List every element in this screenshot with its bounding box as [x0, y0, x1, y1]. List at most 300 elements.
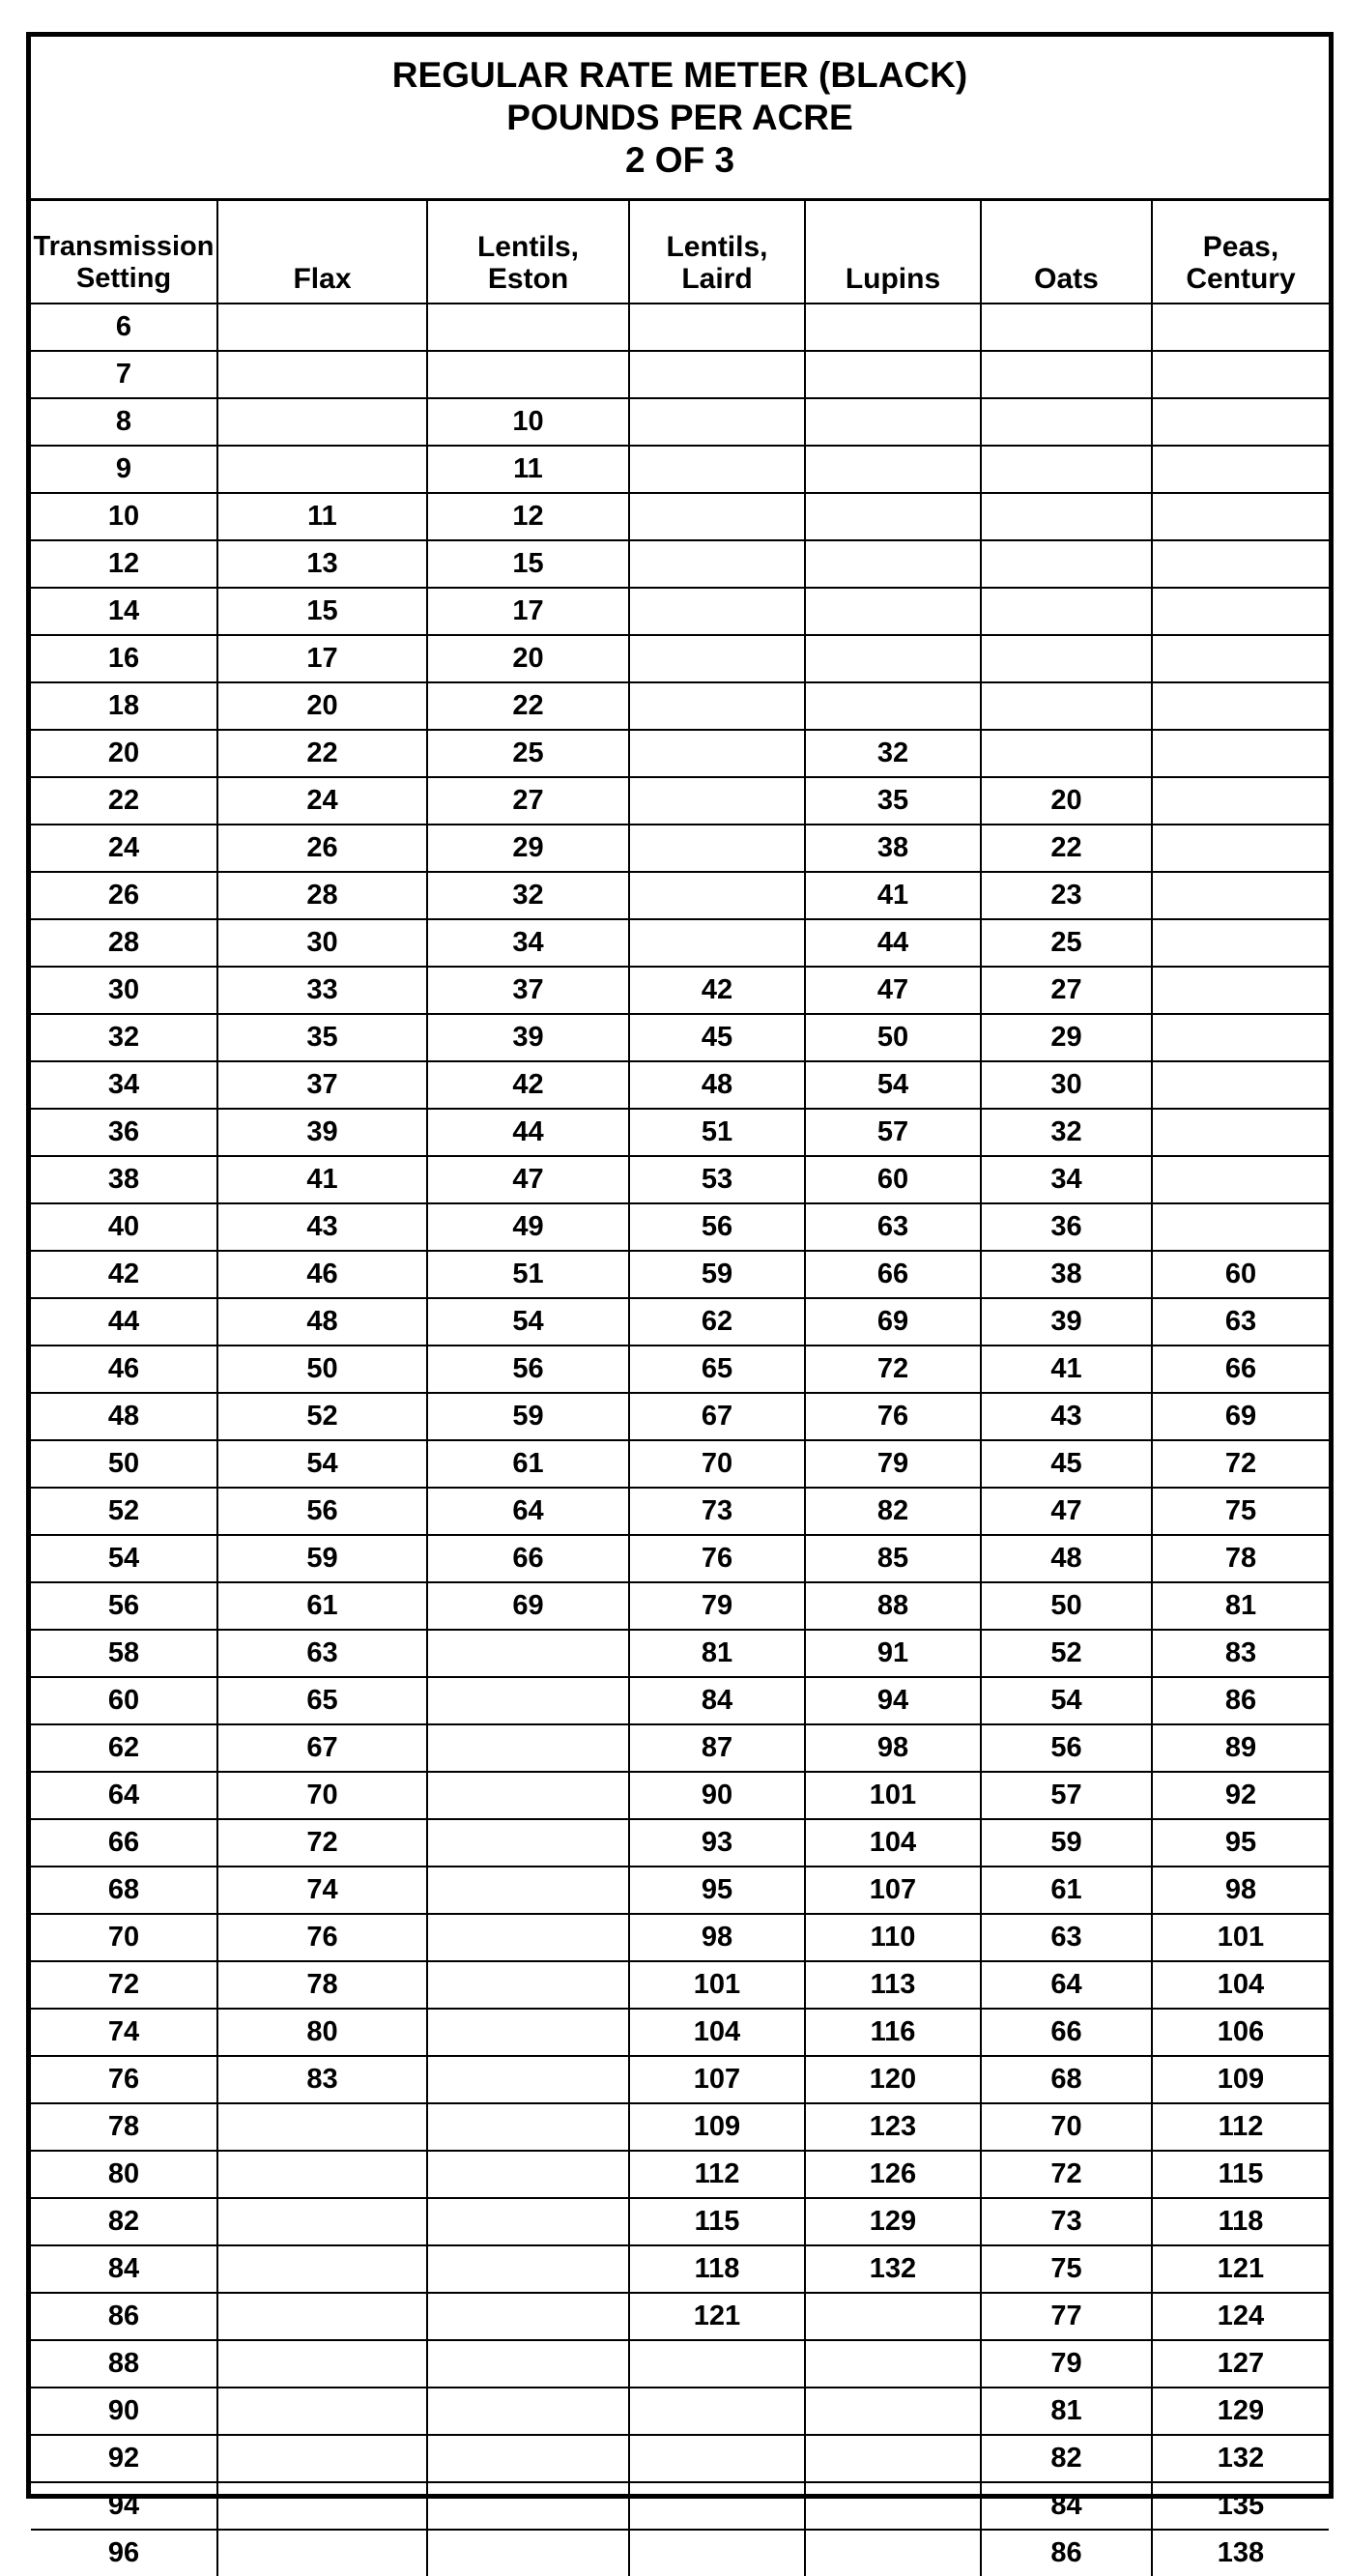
- rate-cell: 28: [217, 872, 427, 919]
- column-header: [981, 201, 1152, 304]
- table-row: [31, 1961, 1329, 2009]
- rate-cell: 59: [217, 1535, 427, 1582]
- rate-cell: 90: [629, 1772, 805, 1819]
- table-row: [31, 2435, 1329, 2482]
- rate-cell: 39: [217, 1109, 427, 1156]
- rate-cell: 29: [981, 1014, 1152, 1061]
- transmission-setting-cell: 10: [31, 493, 217, 540]
- column-header-line: Transmission: [33, 231, 215, 262]
- rate-cell: [805, 588, 981, 635]
- rate-cell: [981, 446, 1152, 493]
- rate-cell: 118: [629, 2245, 805, 2293]
- rate-cell: 61: [217, 1582, 427, 1630]
- column-header: [31, 201, 217, 304]
- rate-cell: [427, 2530, 629, 2576]
- rate-cell: 36: [981, 1203, 1152, 1251]
- transmission-setting-cell: 32: [31, 1014, 217, 1061]
- rate-cell: 11: [217, 493, 427, 540]
- table-row: [31, 2056, 1329, 2103]
- table-row: [31, 2530, 1329, 2576]
- rate-cell: 76: [217, 1914, 427, 1961]
- rate-cell: 110: [805, 1914, 981, 1961]
- rate-cell: [629, 351, 805, 398]
- rate-cell: [805, 2388, 981, 2435]
- rate-cell: 48: [981, 1535, 1152, 1582]
- rate-cell: [1152, 351, 1329, 398]
- rate-cell: 74: [217, 1867, 427, 1914]
- rate-cell: [217, 2103, 427, 2151]
- rate-cell: 26: [217, 825, 427, 872]
- column-header: [805, 201, 981, 304]
- rate-cell: 98: [805, 1724, 981, 1772]
- transmission-setting-cell: 60: [31, 1677, 217, 1724]
- rate-cell: 66: [1152, 1346, 1329, 1393]
- table-row: [31, 2340, 1329, 2388]
- rate-cell: 48: [217, 1298, 427, 1346]
- rate-cell: 59: [427, 1393, 629, 1440]
- table-row: [31, 2293, 1329, 2340]
- rate-cell: [1152, 1156, 1329, 1203]
- rate-cell: 56: [981, 1724, 1152, 1772]
- rate-cell: [805, 351, 981, 398]
- rate-cell: 81: [629, 1630, 805, 1677]
- title-block: [31, 37, 1329, 201]
- rate-cell: [805, 2482, 981, 2530]
- transmission-setting-cell: 74: [31, 2009, 217, 2056]
- rate-cell: 34: [427, 919, 629, 967]
- rate-cell: 47: [427, 1156, 629, 1203]
- column-header-line: Century: [1186, 263, 1296, 295]
- rate-cell: 10: [427, 398, 629, 446]
- transmission-setting-cell: 36: [31, 1109, 217, 1156]
- rate-cell: 83: [217, 2056, 427, 2103]
- rate-cell: [427, 2245, 629, 2293]
- rate-cell: 35: [217, 1014, 427, 1061]
- table-row: [31, 1061, 1329, 1109]
- rate-cell: 54: [805, 1061, 981, 1109]
- rate-cell: [217, 351, 427, 398]
- rate-cell: 138: [1152, 2530, 1329, 2576]
- rate-cell: [1152, 919, 1329, 967]
- rate-cell: [629, 2530, 805, 2576]
- rate-cell: 78: [1152, 1535, 1329, 1582]
- rate-cell: 66: [981, 2009, 1152, 2056]
- column-header-line: Lentils,: [666, 231, 768, 263]
- table-row: [31, 1630, 1329, 1677]
- rate-cell: [427, 2009, 629, 2056]
- title-main: REGULAR RATE METER (BLACK): [391, 54, 968, 95]
- transmission-setting-cell: 12: [31, 540, 217, 588]
- rate-cell: 50: [217, 1346, 427, 1393]
- rate-cell: 79: [805, 1440, 981, 1488]
- rate-cell: 57: [805, 1109, 981, 1156]
- table-row: [31, 398, 1329, 446]
- rate-cell: 46: [217, 1251, 427, 1298]
- table-row: [31, 1677, 1329, 1724]
- rate-cell: 118: [1152, 2198, 1329, 2245]
- rate-cell: 54: [981, 1677, 1152, 1724]
- rate-cell: [981, 682, 1152, 730]
- rate-cell: 27: [981, 967, 1152, 1014]
- rate-cell: [629, 2435, 805, 2482]
- rate-cell: [805, 446, 981, 493]
- rate-cell: 109: [629, 2103, 805, 2151]
- rate-table: [31, 201, 1329, 2576]
- transmission-setting-cell: 92: [31, 2435, 217, 2482]
- rate-cell: 115: [629, 2198, 805, 2245]
- rate-cell: 12: [427, 493, 629, 540]
- rate-cell: 101: [1152, 1914, 1329, 1961]
- transmission-setting-cell: 48: [31, 1393, 217, 1440]
- rate-cell: [1152, 967, 1329, 1014]
- rate-cell: 107: [805, 1867, 981, 1914]
- table-row: [31, 351, 1329, 398]
- transmission-setting-cell: 82: [31, 2198, 217, 2245]
- rate-cell: [217, 2340, 427, 2388]
- column-header-line: Lentils,: [476, 231, 579, 263]
- table-row: [31, 540, 1329, 588]
- table-row: [31, 1772, 1329, 1819]
- transmission-setting-cell: 38: [31, 1156, 217, 1203]
- rate-cell: 77: [981, 2293, 1152, 2340]
- table-row: [31, 1298, 1329, 1346]
- rate-cell: 132: [1152, 2435, 1329, 2482]
- table-row: [31, 588, 1329, 635]
- transmission-setting-cell: 90: [31, 2388, 217, 2435]
- rate-cell: [217, 2198, 427, 2245]
- rate-cell: 39: [427, 1014, 629, 1061]
- rate-cell: [427, 2388, 629, 2435]
- rate-cell: [805, 2340, 981, 2388]
- rate-cell: [805, 304, 981, 351]
- transmission-setting-cell: 88: [31, 2340, 217, 2388]
- rate-cell: 66: [427, 1535, 629, 1582]
- rate-cell: 47: [805, 967, 981, 1014]
- rate-cell: 52: [981, 1630, 1152, 1677]
- rate-cell: 86: [1152, 1677, 1329, 1724]
- header-row: [31, 201, 1329, 304]
- rate-cell: [217, 2388, 427, 2435]
- column-header: [427, 201, 629, 304]
- rate-cell: 72: [217, 1819, 427, 1867]
- column-header-line: Laird: [681, 263, 753, 295]
- rate-cell: 29: [427, 825, 629, 872]
- rate-cell: [217, 304, 427, 351]
- rate-cell: 98: [629, 1914, 805, 1961]
- rate-cell: [427, 2293, 629, 2340]
- rate-cell: 47: [981, 1488, 1152, 1535]
- transmission-setting-cell: 6: [31, 304, 217, 351]
- rate-cell: [217, 2151, 427, 2198]
- rate-cell: 70: [629, 1440, 805, 1488]
- rate-cell: [981, 730, 1152, 777]
- rate-cell: 45: [629, 1014, 805, 1061]
- transmission-setting-cell: 94: [31, 2482, 217, 2530]
- rate-cell: [1152, 1203, 1329, 1251]
- rate-cell: 129: [805, 2198, 981, 2245]
- transmission-setting-cell: 34: [31, 1061, 217, 1109]
- table-row: [31, 730, 1329, 777]
- rate-cell: [629, 493, 805, 540]
- rate-cell: 54: [427, 1298, 629, 1346]
- table-row: [31, 967, 1329, 1014]
- transmission-setting-cell: 40: [31, 1203, 217, 1251]
- rate-cell: 70: [217, 1772, 427, 1819]
- rate-cell: 34: [981, 1156, 1152, 1203]
- rate-cell: [217, 446, 427, 493]
- transmission-setting-cell: 64: [31, 1772, 217, 1819]
- rate-cell: [1152, 730, 1329, 777]
- transmission-setting-cell: 28: [31, 919, 217, 967]
- table-row: [31, 1724, 1329, 1772]
- rate-cell: [1152, 540, 1329, 588]
- rate-cell: 32: [427, 872, 629, 919]
- table-row: [31, 1014, 1329, 1061]
- rate-cell: 43: [217, 1203, 427, 1251]
- rate-cell: 57: [981, 1772, 1152, 1819]
- rate-cell: 84: [629, 1677, 805, 1724]
- table-row: [31, 2198, 1329, 2245]
- rate-cell: [1152, 635, 1329, 682]
- rate-cell: 109: [1152, 2056, 1329, 2103]
- rate-cell: 63: [217, 1630, 427, 1677]
- table-row: [31, 682, 1329, 730]
- column-header: [217, 201, 427, 304]
- rate-cell: [805, 2293, 981, 2340]
- rate-cell: 121: [629, 2293, 805, 2340]
- rate-cell: 85: [805, 1535, 981, 1582]
- table-row: [31, 777, 1329, 825]
- transmission-setting-cell: 42: [31, 1251, 217, 1298]
- rate-cell: [805, 2530, 981, 2576]
- rate-cell: 13: [217, 540, 427, 588]
- rate-cell: 116: [805, 2009, 981, 2056]
- transmission-setting-cell: 78: [31, 2103, 217, 2151]
- rate-cell: 25: [427, 730, 629, 777]
- rate-cell: 38: [981, 1251, 1152, 1298]
- rate-cell: 50: [981, 1582, 1152, 1630]
- rate-cell: [629, 919, 805, 967]
- rate-cell: [1152, 304, 1329, 351]
- rate-cell: [629, 635, 805, 682]
- rate-cell: 76: [629, 1535, 805, 1582]
- rate-cell: 101: [629, 1961, 805, 2009]
- rate-cell: [427, 1914, 629, 1961]
- rate-cell: 62: [629, 1298, 805, 1346]
- rate-cell: [629, 682, 805, 730]
- rate-cell: [1152, 682, 1329, 730]
- rate-cell: [427, 2198, 629, 2245]
- rate-cell: 75: [1152, 1488, 1329, 1535]
- rate-cell: 72: [805, 1346, 981, 1393]
- rate-cell: 65: [629, 1346, 805, 1393]
- rate-cell: 73: [981, 2198, 1152, 2245]
- rate-cell: [427, 1630, 629, 1677]
- transmission-setting-cell: 52: [31, 1488, 217, 1535]
- transmission-setting-cell: 96: [31, 2530, 217, 2576]
- rate-cell: 115: [1152, 2151, 1329, 2198]
- rate-cell: 41: [981, 1346, 1152, 1393]
- rate-cell: [427, 1772, 629, 1819]
- table-row: [31, 1156, 1329, 1203]
- rate-cell: 54: [217, 1440, 427, 1488]
- rate-cell: [805, 398, 981, 446]
- rate-cell: 20: [217, 682, 427, 730]
- rate-cell: 106: [1152, 2009, 1329, 2056]
- table-row: [31, 872, 1329, 919]
- rate-cell: 89: [1152, 1724, 1329, 1772]
- rate-cell: 50: [805, 1014, 981, 1061]
- rate-cell: 15: [217, 588, 427, 635]
- rate-cell: 75: [981, 2245, 1152, 2293]
- table-row: [31, 2482, 1329, 2530]
- table-row: [31, 1535, 1329, 1582]
- transmission-setting-cell: 16: [31, 635, 217, 682]
- rate-cell: 69: [427, 1582, 629, 1630]
- rate-cell: [1152, 1014, 1329, 1061]
- rate-cell: 45: [981, 1440, 1152, 1488]
- rate-cell: 81: [1152, 1582, 1329, 1630]
- rate-cell: 56: [629, 1203, 805, 1251]
- rate-cell: [427, 2482, 629, 2530]
- rate-cell: [629, 304, 805, 351]
- rate-cell: [217, 2435, 427, 2482]
- rate-cell: 63: [1152, 1298, 1329, 1346]
- transmission-setting-cell: 44: [31, 1298, 217, 1346]
- table-row: [31, 635, 1329, 682]
- rate-cell: 126: [805, 2151, 981, 2198]
- column-header-line: Flax: [293, 263, 352, 295]
- rate-cell: 67: [629, 1393, 805, 1440]
- rate-cell: 52: [217, 1393, 427, 1440]
- rate-cell: 51: [629, 1109, 805, 1156]
- table-row: [31, 1203, 1329, 1251]
- rate-cell: 94: [805, 1677, 981, 1724]
- transmission-setting-cell: 72: [31, 1961, 217, 2009]
- column-header-line: Eston: [487, 263, 569, 295]
- rate-cell: 92: [1152, 1772, 1329, 1819]
- rate-cell: 81: [981, 2388, 1152, 2435]
- rate-cell: 11: [427, 446, 629, 493]
- rate-cell: [1152, 398, 1329, 446]
- rate-cell: [427, 2435, 629, 2482]
- rate-cell: 56: [217, 1488, 427, 1535]
- rate-cell: 112: [629, 2151, 805, 2198]
- rate-cell: [629, 2482, 805, 2530]
- rate-cell: 80: [217, 2009, 427, 2056]
- transmission-setting-cell: 80: [31, 2151, 217, 2198]
- rate-cell: [427, 1819, 629, 1867]
- rate-cell: 64: [427, 1488, 629, 1535]
- transmission-setting-cell: 9: [31, 446, 217, 493]
- rate-chart-sheet: [26, 32, 1334, 2568]
- transmission-setting-cell: 7: [31, 351, 217, 398]
- rate-cell: 63: [981, 1914, 1152, 1961]
- rate-cell: 24: [217, 777, 427, 825]
- rate-cell: 63: [805, 1203, 981, 1251]
- table-row: [31, 2103, 1329, 2151]
- table-row: [31, 1819, 1329, 1867]
- rate-cell: 59: [981, 1819, 1152, 1867]
- rate-cell: 44: [805, 919, 981, 967]
- rate-cell: 127: [1152, 2340, 1329, 2388]
- rate-cell: [217, 2482, 427, 2530]
- rate-cell: 32: [805, 730, 981, 777]
- rate-cell: 20: [427, 635, 629, 682]
- rate-cell: [217, 2245, 427, 2293]
- column-header-line: Setting: [75, 263, 172, 294]
- rate-cell: 129: [1152, 2388, 1329, 2435]
- column-header-line: Oats: [1034, 263, 1099, 295]
- rate-cell: 79: [629, 1582, 805, 1630]
- rate-cell: 27: [427, 777, 629, 825]
- transmission-setting-cell: 84: [31, 2245, 217, 2293]
- rate-cell: [805, 635, 981, 682]
- rate-cell: 79: [981, 2340, 1152, 2388]
- rate-cell: [427, 2103, 629, 2151]
- table-row: [31, 1109, 1329, 1156]
- transmission-setting-cell: 66: [31, 1819, 217, 1867]
- table-row: [31, 1867, 1329, 1914]
- rate-cell: 65: [217, 1677, 427, 1724]
- rate-cell: 39: [981, 1298, 1152, 1346]
- rate-cell: 25: [981, 919, 1152, 967]
- rate-cell: 101: [805, 1772, 981, 1819]
- transmission-setting-cell: 58: [31, 1630, 217, 1677]
- rate-cell: [805, 2435, 981, 2482]
- rate-cell: [629, 446, 805, 493]
- rate-cell: 135: [1152, 2482, 1329, 2530]
- rate-cell: 98: [1152, 1867, 1329, 1914]
- transmission-setting-cell: 68: [31, 1867, 217, 1914]
- transmission-setting-cell: 54: [31, 1535, 217, 1582]
- rate-cell: [427, 351, 629, 398]
- rate-cell: 30: [981, 1061, 1152, 1109]
- table-row: [31, 493, 1329, 540]
- rate-cell: 53: [629, 1156, 805, 1203]
- rate-cell: 41: [805, 872, 981, 919]
- rate-cell: 42: [629, 967, 805, 1014]
- rate-cell: 22: [217, 730, 427, 777]
- rate-cell: [427, 2056, 629, 2103]
- rate-cell: [1152, 588, 1329, 635]
- transmission-setting-cell: 18: [31, 682, 217, 730]
- rate-cell: [1152, 1109, 1329, 1156]
- rate-cell: [427, 2340, 629, 2388]
- transmission-setting-cell: 26: [31, 872, 217, 919]
- rate-cell: 91: [805, 1630, 981, 1677]
- rate-cell: [629, 872, 805, 919]
- rate-cell: [629, 540, 805, 588]
- rate-cell: [805, 682, 981, 730]
- table-row: [31, 2151, 1329, 2198]
- rate-cell: 66: [805, 1251, 981, 1298]
- rate-cell: 78: [217, 1961, 427, 2009]
- rate-cell: 87: [629, 1724, 805, 1772]
- table-row: [31, 446, 1329, 493]
- rate-cell: 17: [217, 635, 427, 682]
- transmission-setting-cell: 8: [31, 398, 217, 446]
- rate-cell: 123: [805, 2103, 981, 2151]
- rate-cell: 104: [629, 2009, 805, 2056]
- transmission-setting-cell: 70: [31, 1914, 217, 1961]
- rate-cell: [629, 398, 805, 446]
- rate-cell: [805, 493, 981, 540]
- rate-cell: 37: [217, 1061, 427, 1109]
- rate-cell: 43: [981, 1393, 1152, 1440]
- title-page: 2 OF 3: [624, 139, 735, 180]
- rate-cell: [981, 304, 1152, 351]
